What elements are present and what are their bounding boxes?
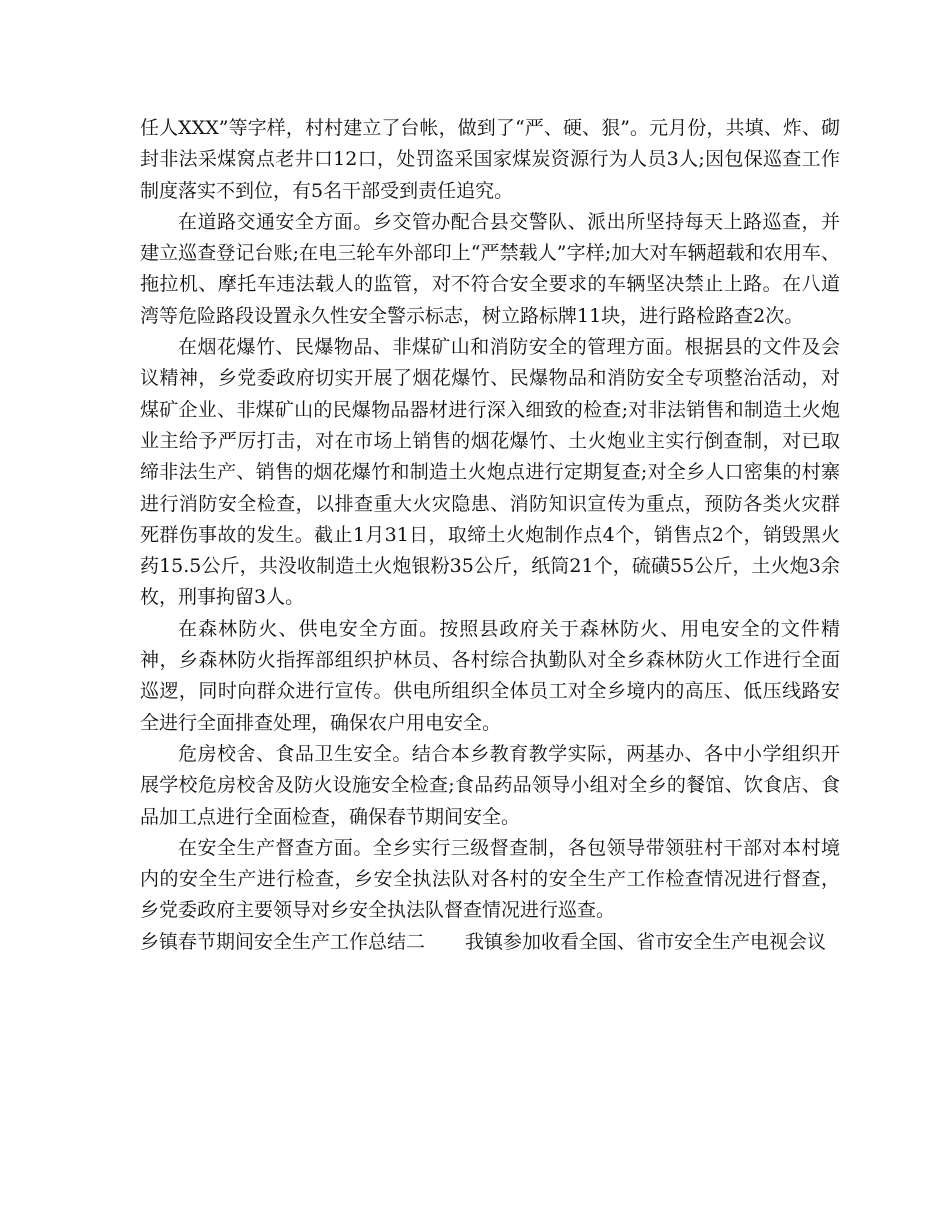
next-section-line <box>140 927 840 958</box>
paragraph-road-traffic-safety: 在道路交通安全方面。乡交管办配合县交警队、派出所坚持每天上路巡查，并建立巡查登记台账;在电三轮车外部印上“严禁载人”字样;加大对车辆超载和农用车、拖拉机、摩托车违法载人的监管，对不符合安全要求的车辆坚决禁止上路。在八道湾等危险路段设置永久性安全警示标志，树立路标牌11块，进行路检路查2次。 <box>140 210 840 327</box>
paragraph-forest-fire-power-safety: 在森林防火、供电安全方面。按照县政府关于森林防火、用电安全的文件精神，乡森林防火指挥部组织护林员、各村综合执勤队对全乡森林防火工作进行全面巡逻，同时向群众进行宣传。供电所组织全体员工对全乡境内的高压、低压线路安全进行全面排查处理，确保农户用电安全。 <box>140 617 840 734</box>
section-heading-two: 乡镇春节期间安全生产工作总结二 <box>140 930 426 953</box>
paragraph-coal-mine-enforcement: 任人XXX”等字样，村村建立了台帐，做到了“严、硬、狠”。元月份，共填、炸、砌封非法采煤窝点老井口12口，处罚盗采国家煤炭资源行为人员3人;因包保巡查工作制度落实不到位，有5名干部受到责任追究。 <box>140 117 840 202</box>
document-page <box>140 113 840 958</box>
paragraph-school-food-safety: 危房校舍、食品卫生安全。结合本乡教育教学实际，两基办、各中小学组织开展学校危房校舍及防火设施安全检查;食品药品领导小组对全乡的餐馆、饮食店、食品加工点进行全面检查，确保春节期间安全。 <box>140 742 840 828</box>
paragraph-safety-supervision: 在安全生产督查方面。全乡实行三级督查制，各包领导带领驻村干部对本村境内的安全生产进行检查，乡安全执法队对各村的安全生产工作检查情况进行督查，乡党委政府主要领导对乡安全执法队督查情况进行巡查。 <box>140 836 840 922</box>
paragraph-fireworks-explosives-fire-safety: 在烟花爆竹、民爆物品、非煤矿山和消防安全的管理方面。根据县的文件及会议精神，乡党委政府切实开展了烟花爆竹、民爆物品和消防安全专项整治活动，对煤矿企业、非煤矿山的民爆物品器材进行深入细致的检查;对非法销售和制造土火炮业主给予严厉打击，对在市场上销售的烟花爆竹、土火炮业主实行倒查制，对已取缔非法生产、销售的烟花爆竹和制造土火炮点进行定期复查;对全乡人口密集的村寨进行消防安全检查，以排查重大火灾隐患、消防知识宣传为重点，预防各类火灾群死群伤事故的发生。截止1月31日，取缔土火炮制作点4个，销售点2个，销毁黑火药15.5公斤，共没收制造土火炮银粉35公斤，纸筒21个，硫磺55公斤，土火炮3余枚，刑事拘留3人。 <box>140 336 840 609</box>
section-two-opening-text: 我镇参加收看全国、省市安全生产电视会议 <box>465 930 827 953</box>
